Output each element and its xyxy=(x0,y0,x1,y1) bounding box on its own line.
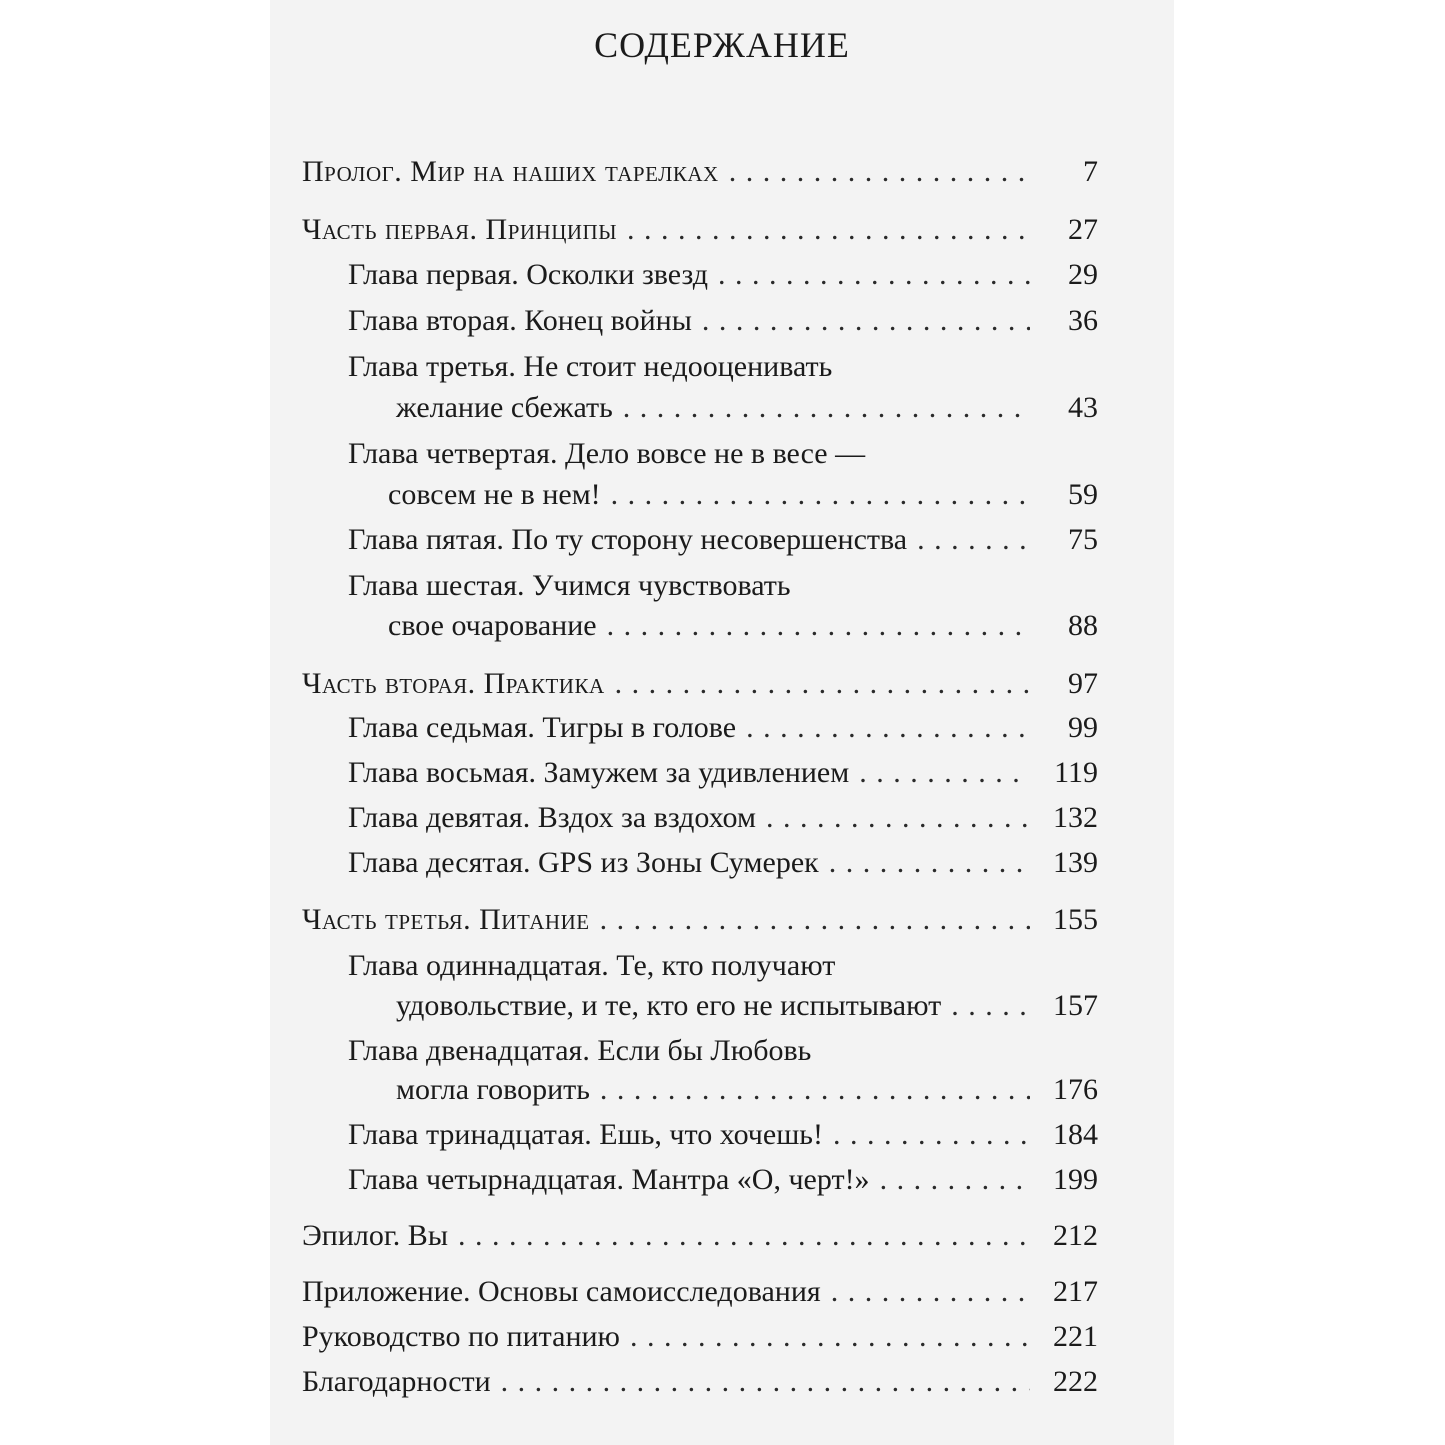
toc-page-number: 157 xyxy=(1053,989,1098,1022)
toc-page-number: 43 xyxy=(1068,391,1098,424)
toc-entry-label: свое очарование xyxy=(388,609,597,642)
toc-page-number: 217 xyxy=(1053,1275,1098,1308)
toc-entry-chapter-3-line1: Глава третья. Не стоит недооценивать xyxy=(348,350,833,383)
toc-entry-label: Глава пятая. По ту сторону несовершенства xyxy=(348,523,908,556)
toc-entry-label: Эпилог. Вы xyxy=(302,1219,448,1252)
toc-entry-chapter-9 xyxy=(348,798,1098,838)
toc-page-number: 27 xyxy=(1068,213,1098,246)
dot-leader xyxy=(600,900,1030,940)
toc-entry-chapter-2 xyxy=(348,301,1098,341)
toc-page-number: 99 xyxy=(1068,711,1098,744)
dot-leader xyxy=(831,1272,1030,1312)
toc-entry-chapter-6 xyxy=(388,606,1098,646)
toc-entry-nutrition-guide xyxy=(302,1317,1098,1357)
toc-entry-label: Глава вторая. Конец войны xyxy=(348,304,692,337)
toc-entry-label: Часть третья. Питание xyxy=(302,903,590,936)
toc-entry-chapter-4 xyxy=(388,475,1098,515)
toc-entry-label: Глава седьмая. Тигры в голове xyxy=(348,711,737,744)
page-title: СОДЕРЖАНИЕ xyxy=(594,25,850,65)
dot-leader xyxy=(501,1362,1030,1402)
dot-leader xyxy=(829,843,1030,883)
toc-page-number: 139 xyxy=(1053,846,1098,879)
toc-entry-chapter-3 xyxy=(396,388,1098,428)
toc-page-number: 221 xyxy=(1053,1320,1098,1353)
dot-leader xyxy=(600,1070,1030,1110)
toc-page-number: 184 xyxy=(1053,1118,1098,1151)
dot-leader xyxy=(630,1317,1030,1357)
toc-entry-chapter-10 xyxy=(348,843,1098,883)
toc-entry-label: Часть первая. Принципы xyxy=(302,213,618,246)
toc-entry-part-one xyxy=(302,210,1098,250)
toc-entry-chapter-11-line1: Глава одиннадцатая. Те, кто получают xyxy=(348,949,836,982)
toc-entry-label: могла говорить xyxy=(396,1073,590,1106)
toc-entry-label: Пролог. Мир на наших тарелках xyxy=(302,155,719,188)
toc-entry-label: Руководство по питанию xyxy=(302,1320,620,1353)
toc-page-number: 199 xyxy=(1053,1163,1098,1196)
toc-page-number: 119 xyxy=(1054,756,1098,789)
toc-page-number: 155 xyxy=(1053,903,1098,936)
toc-page-number: 222 xyxy=(1053,1365,1098,1398)
toc-page-number: 212 xyxy=(1053,1219,1098,1252)
toc-entry-label: Глава девятая. Вздох за вздохом xyxy=(348,801,756,834)
toc-entry-label: желание сбежать xyxy=(396,391,613,424)
toc-entry-chapter-11 xyxy=(396,986,1098,1026)
dot-leader xyxy=(766,798,1030,838)
toc-page-number: 176 xyxy=(1053,1073,1098,1106)
dot-leader xyxy=(951,986,1030,1026)
toc-entry-label: Глава десятая. GPS из Зоны Сумерек xyxy=(348,846,819,879)
toc-entry-label: Глава четырнадцатая. Мантра «О, черт!» xyxy=(348,1163,870,1196)
dot-leader xyxy=(729,152,1030,192)
toc-entry-label: Часть вторая. Практика xyxy=(302,667,605,700)
dot-leader xyxy=(623,388,1030,428)
table-of-contents xyxy=(270,0,1174,1445)
dot-leader xyxy=(859,753,1030,793)
toc-entry-appendix xyxy=(302,1272,1098,1312)
book-page xyxy=(270,0,1174,1445)
toc-entry-label: совсем не в нем! xyxy=(388,478,601,511)
toc-page-number: 132 xyxy=(1053,801,1098,834)
toc-entry-part-two xyxy=(302,664,1098,704)
toc-entry-label: Глава первая. Осколки звезд xyxy=(348,258,709,291)
toc-entry-label: Глава восьмая. Замужем за удивлением xyxy=(348,756,850,789)
toc-page-number: 36 xyxy=(1068,304,1098,337)
dot-leader xyxy=(917,520,1030,560)
toc-entry-prologue xyxy=(302,152,1098,192)
toc-entry-chapter-4-line1: Глава четвертая. Дело вовсе не в весе — xyxy=(348,437,866,470)
toc-page-number: 29 xyxy=(1068,258,1098,291)
toc-page-number: 59 xyxy=(1068,478,1098,511)
toc-page-number: 97 xyxy=(1068,667,1098,700)
dot-leader xyxy=(615,664,1030,704)
toc-entry-chapter-14 xyxy=(348,1160,1098,1200)
toc-page-number: 88 xyxy=(1068,609,1098,642)
toc-entry-acknowledgements xyxy=(302,1362,1098,1402)
toc-page-number: 7 xyxy=(1083,155,1098,188)
toc-entry-part-three xyxy=(302,900,1098,940)
toc-entry-chapter-6-line1: Глава шестая. Учимся чувствовать xyxy=(348,569,791,602)
toc-entry-label: Глава тринадцатая. Ешь, что хочешь! xyxy=(348,1118,823,1151)
toc-entry-chapter-12-line1: Глава двенадцатая. Если бы Любовь xyxy=(348,1034,812,1067)
dot-leader xyxy=(607,606,1030,646)
dot-leader xyxy=(611,475,1030,515)
toc-entry-chapter-13 xyxy=(348,1115,1098,1155)
toc-entry-label: Благодарности xyxy=(302,1365,491,1398)
dot-leader xyxy=(702,301,1030,341)
dot-leader xyxy=(746,708,1030,748)
toc-entry-chapter-1 xyxy=(348,255,1098,295)
dot-leader xyxy=(718,255,1030,295)
toc-entry-chapter-8 xyxy=(348,753,1098,793)
toc-entry-chapter-5 xyxy=(348,520,1098,560)
toc-entry-chapter-12 xyxy=(396,1070,1098,1110)
dot-leader xyxy=(880,1160,1030,1200)
dot-leader xyxy=(458,1216,1030,1256)
toc-entry-epilogue xyxy=(302,1216,1098,1256)
dot-leader xyxy=(627,210,1030,250)
toc-page-number: 75 xyxy=(1068,523,1098,556)
toc-entry-chapter-7 xyxy=(348,708,1098,748)
toc-entry-label: Приложение. Основы самоисследования xyxy=(302,1275,821,1308)
toc-entry-label: удовольствие, и те, кто его не испытывают xyxy=(396,989,942,1022)
dot-leader xyxy=(833,1115,1030,1155)
